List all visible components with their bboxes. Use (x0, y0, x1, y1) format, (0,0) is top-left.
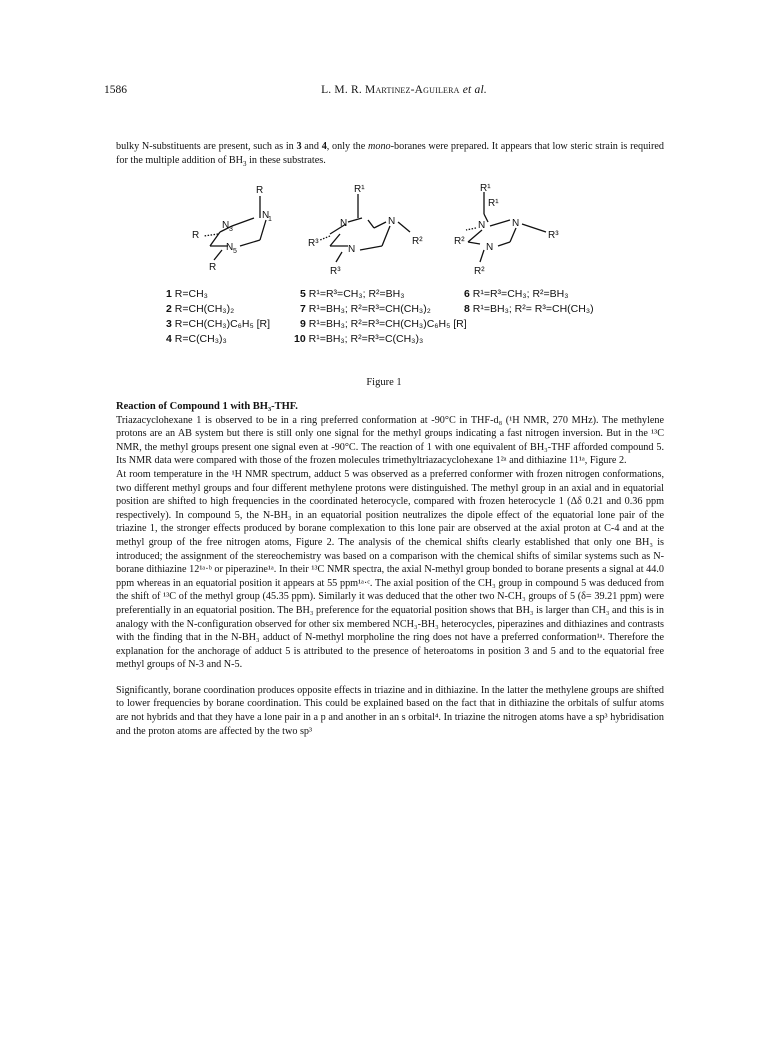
paragraph-2: At room temperature in the ¹H NMR spectrum, adduct 5 was observed as a preferred conformer with frozen nitrogen conformations, two different methyl groups and four different methylene protons were distinguished. The methyl group in an axial and in equatorial position are shifted to high frequencies in the coordinated heterocycle, compared with frozen heterocycle 1 (Δδ 0.21 and 0.36 ppm respectively). In compound 5, the N-BH₃ in an equatorial position neutralizes the dipole effect of the equatorial lone pair of the triazine 1, the stronger effects produced by borane complexation to this lone pair are observed at the axial proton at C-4 and at the methyl group of the free nitrogen atoms, Figure 2. The analysis of the chemical shifts clearly established that only one BH₃ is introduced; the assignment of the stereochemistry was based on a comparison with the chemical shifts of similar systems such as N-borane dithiazine 12¹ᵃ·ᵇ or piperazine¹ᵃ. In their ¹³C NMR spectra, the axial N-methyl group bonded to borane presents a signal at 44.0 ppm whereas in an equatorial position it appears at 55 ppm¹ᵃ·ᶜ. The axial position of the CH₃ group in compound 5 was deduced from the shift of ¹³C of the methyl group (45.35 ppm). Similarly it was deduced that the other two N-CH₃ groups of 5 (δ= 39.21 ppm) were preferentially in an equatorial position. The BH₃ preference for the equatorial position shows that BH₃ is larger than CH₃ and this is in analogy with the N-configuration observed for other six membered NCH₃-BH₃ heterocycles, piperazines and dithiazines and contrasts with the finding that in the N-BH₃ adduct of N-methyl morpholine the ring does not have a preferred conformation¹ᵃ. Therefore the explanation for the anchorage of adduct 5 is attributed to the presence of heteroatoms in position 3 and 5 and to the equatorial free methyl groups of N-3 and N-5. (116, 468, 664, 671)
atom-label: R (192, 230, 200, 241)
intro-text-1: bulky N-substituents are present, such as in (116, 141, 297, 152)
svg-text:5: 5 (233, 248, 237, 255)
intro-compound-4: 4 (321, 141, 327, 152)
running-head-authors: L. M. R. Martinez-Aguilera (321, 84, 460, 96)
page-header (104, 84, 704, 100)
running-head-etal: et al. (462, 84, 487, 96)
atom-label: N (512, 218, 520, 229)
atom-label: R¹ (480, 183, 491, 194)
atom-label: N (222, 220, 230, 231)
structures-svg (150, 180, 630, 376)
atom-label: N (478, 220, 486, 231)
atom-label: R¹ (488, 198, 499, 209)
atom-label: R² (454, 236, 465, 247)
compound-label: 5 R¹=R³=CH₃; R²=BH₃ (300, 288, 405, 300)
compound-label: 10 R¹=BH₃; R²=R³=C(CH₃)₃ (294, 333, 424, 345)
compound-label: 2 R=CH(CH₃)₂ (166, 303, 235, 315)
atom-label: R (209, 262, 217, 273)
atom-label: R² (412, 236, 423, 247)
atom-label: R³ (330, 266, 341, 277)
running-head (104, 84, 704, 96)
atom-label: N (486, 242, 494, 253)
paragraph-1: Triazacyclohexane 1 is observed to be in a ring preferred conformation at -90°C in THF-d₈ (¹H NMR, 270 MHz). The methylene protons are an AB system but there is still only one signal for the methyl groups indicating a fast nitrogen inversion. But in the ¹³C NMR, the methyl groups present one signal even at -90°C. The reaction of 1 with one equivalent of BH₃-THF afforded compound 5. Its NMR data were compared with those of the frozen molecules trimethyltriazacyclohexane 1²ᵃ and dithiazine 11¹ᵃ, Figure 2. (116, 414, 664, 467)
page-number: 1586 (104, 84, 127, 96)
compound-label: 1 R=CH₃ (166, 288, 208, 300)
intro-text-and: and (301, 141, 322, 152)
svg-text:1: 1 (268, 216, 272, 223)
compound-label: 8 R¹=BH₃; R²= R³=CH(CH₃) (464, 303, 594, 315)
atom-label: N (262, 210, 270, 221)
atom-label: R¹ (354, 184, 365, 195)
figure-1-scheme (150, 180, 630, 376)
intro-text-4: in these substrates. (246, 155, 326, 166)
section-heading: Reaction of Compound 1 with BH₃-THF. (116, 401, 298, 412)
atom-label: N (348, 244, 356, 255)
paragraph-3: Significantly, borane coordination produces opposite effects in triazine and in dithiazine. In the latter the methylene groups are shifted to lower frequencies by borane coordination. This could be explained based on the fact that in dithiazine the orbitals of sulfur atoms are not hybrids and that they have a lone pair in a p and another in an s orbital⁴. In triazine the nitrogen atoms have a sp³ hybridisation and the proton atoms are affected by the two sp³ (116, 684, 664, 737)
compound-label: 3 R=CH(CH₃)C₆H₅ [R] (166, 318, 271, 330)
svg-text:3: 3 (229, 226, 233, 233)
intro-mono: mono (368, 141, 391, 152)
atom-label: R³ (548, 230, 559, 241)
atom-label: N (226, 242, 234, 253)
reaction-section (116, 400, 664, 738)
intro-paragraph: bulky N-substituents are present, such as in 3 and 4, only the mono-boranes were prepared. It appears that low steric strain is required for the multiple addition of $BH_3$ in these substrates. (116, 141, 665, 169)
atom-label: R² (474, 266, 485, 277)
atom-label: R (256, 185, 264, 196)
atom-label: N (340, 218, 348, 229)
structure-5-10 (320, 194, 410, 262)
compound-label: 6 R¹=R³=CH₃; R²=BH₃ (464, 288, 569, 300)
intro-text-3: -boranes were prepared. It appears that low steric strain is required for the multiple addition of BH (116, 141, 665, 166)
intro-text-2: , only the (326, 141, 368, 152)
atom-label: R³ (308, 238, 319, 249)
intro-compound-3: 3 (296, 141, 302, 152)
compound-label: 4 R=C(CH₃)₃ (166, 333, 227, 345)
atom-label: N (388, 216, 396, 227)
compound-label: 7 R¹=BH₃; R²=R³=CH(CH₃)₂ (300, 303, 431, 315)
compound-label: 9 R¹=BH₃; R²=R³=CH(CH₃)C₆H₅ [R] (300, 318, 467, 330)
figure-caption: Figure 1 (366, 377, 402, 388)
